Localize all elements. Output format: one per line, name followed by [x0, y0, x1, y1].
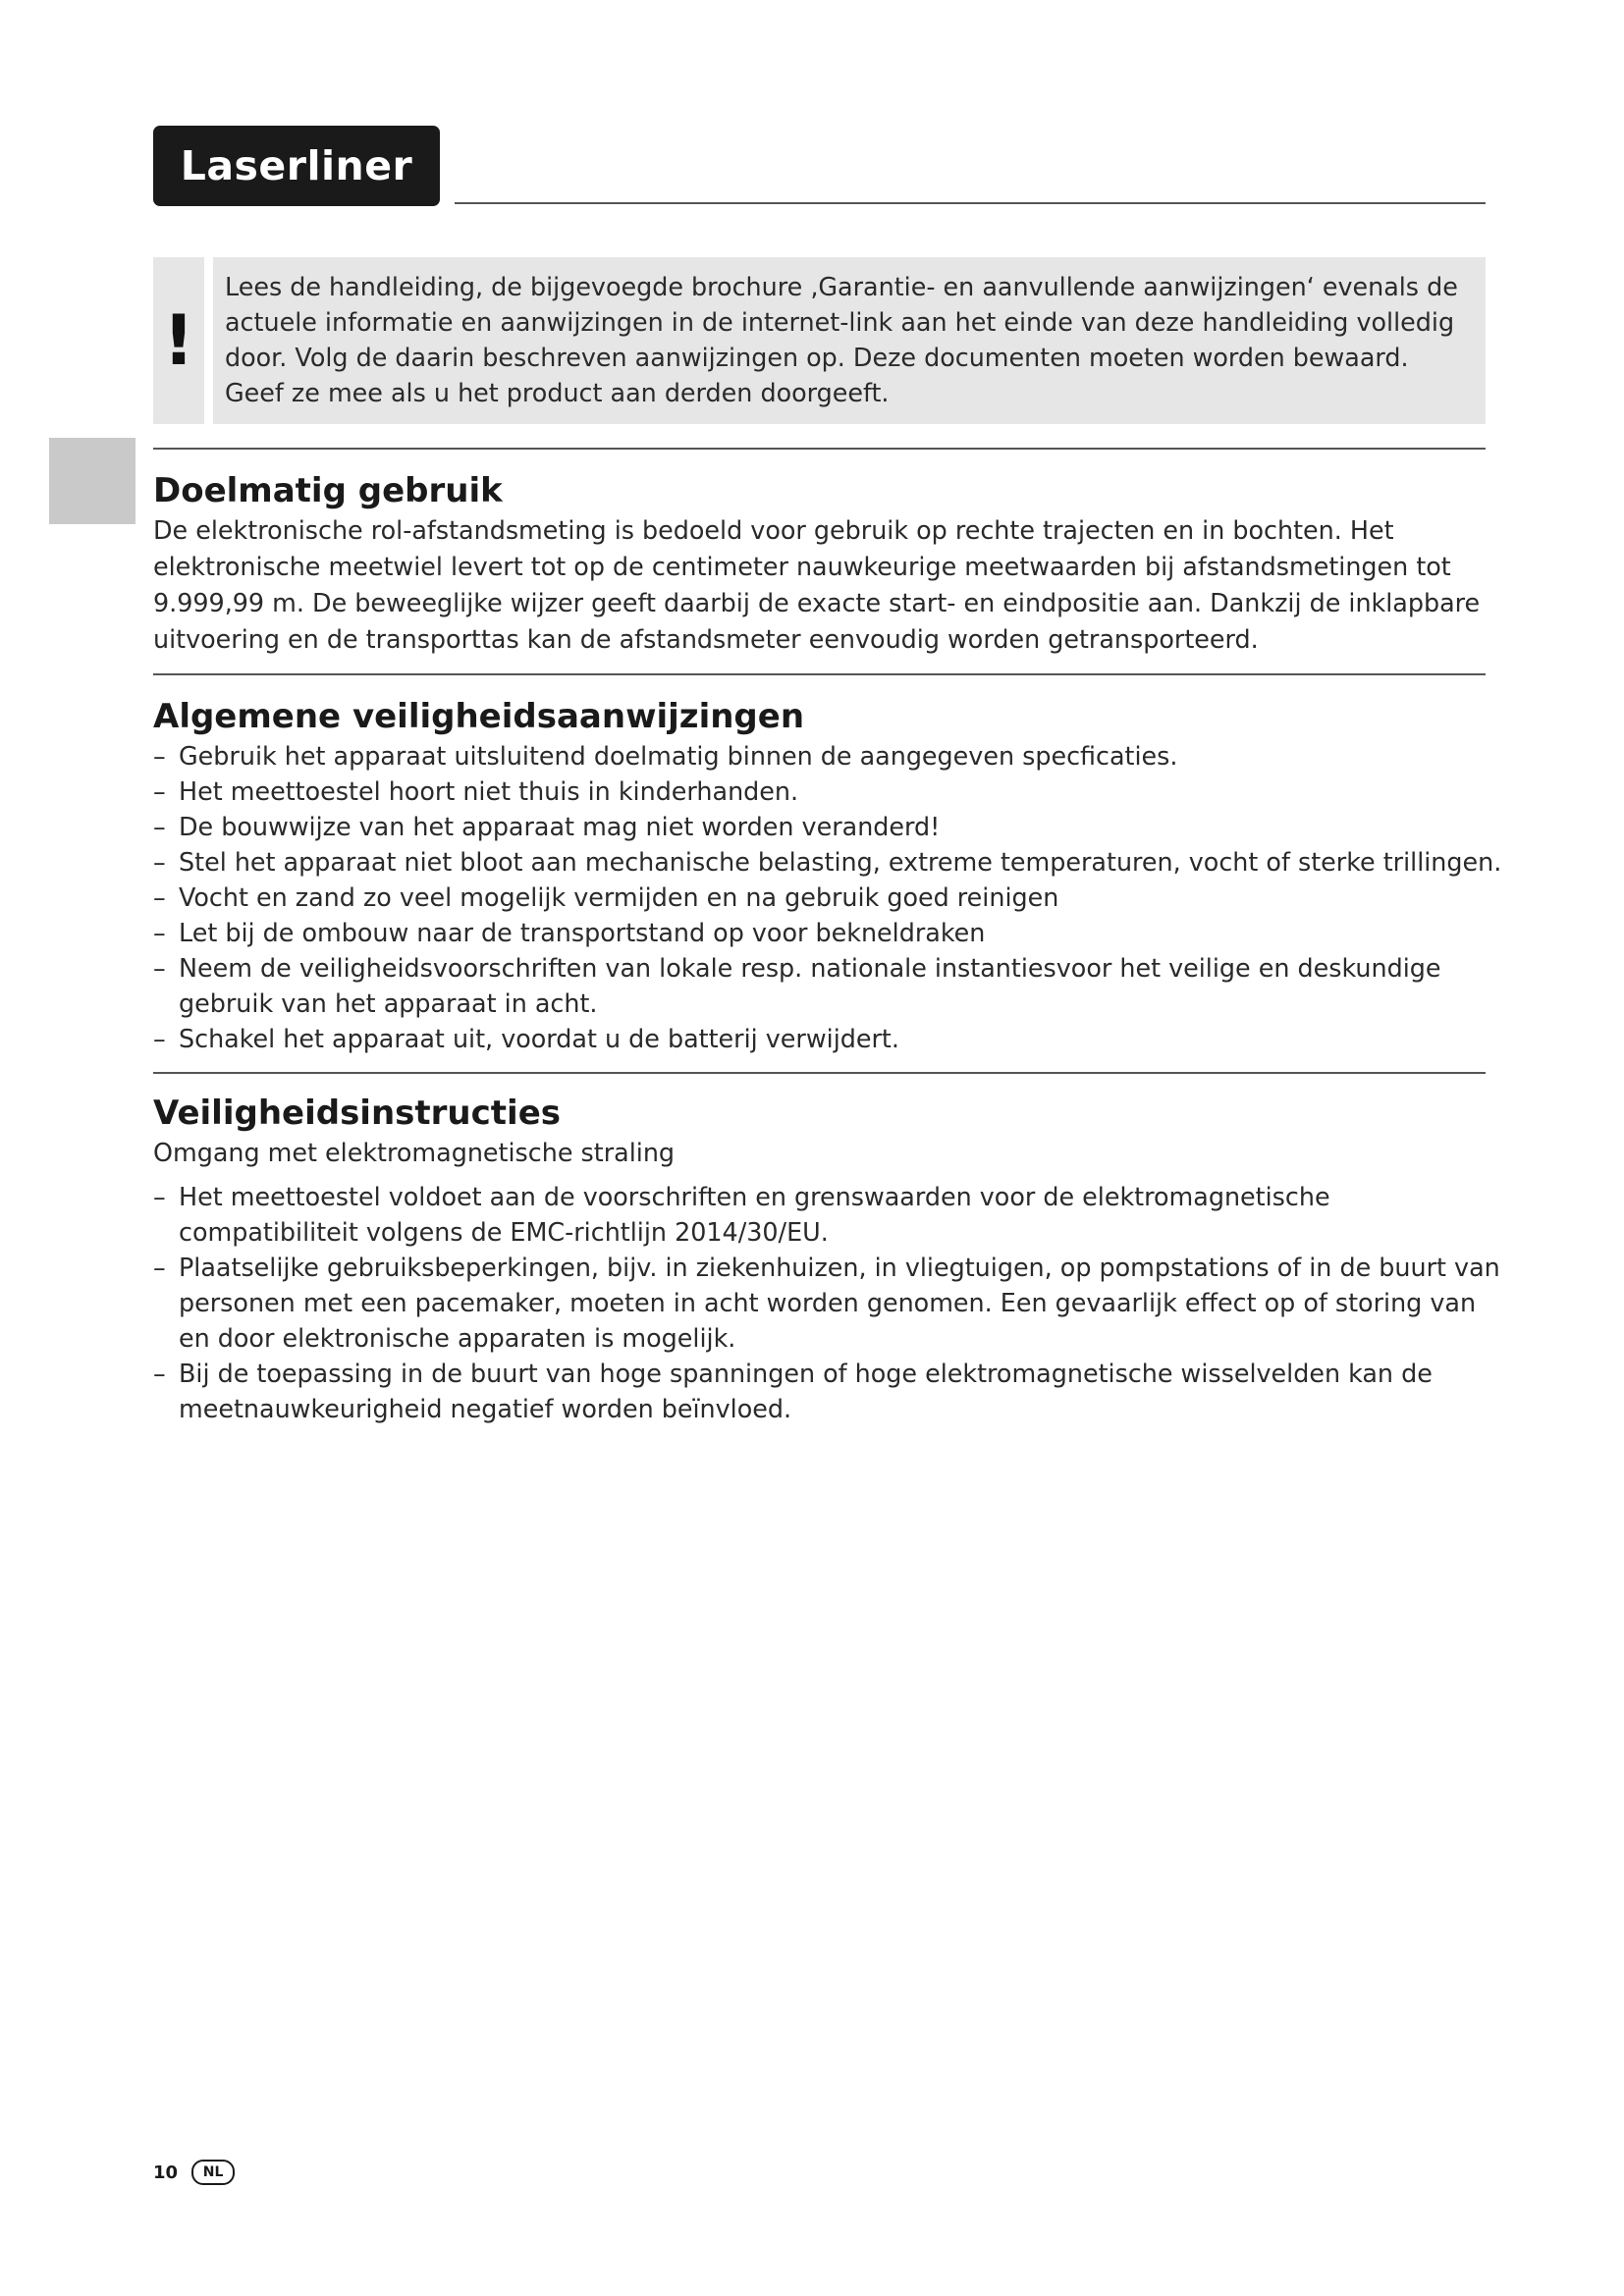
- section-divider: [153, 1072, 1486, 1074]
- header-divider: [455, 202, 1486, 204]
- section-general-safety: [153, 695, 1508, 1056]
- page-number: 10: [153, 2162, 179, 2183]
- list-item: – De bouwwijze van het apparaat mag niet worden veranderd!: [153, 809, 1508, 844]
- exclamation-icon: [153, 257, 204, 424]
- list-item: – Plaatselijke gebruiksbeperkingen, bijv. in ziekenhuizen, in vliegtuigen, op pompstations of in de buurt van personen met een pacemaker, moeten in acht worden genomen. Een gevaarlijk effect op of storing van en door elektronische apparaten is mogelijk.: [153, 1250, 1508, 1356]
- list-item: – Let bij de ombouw naar de transportstand op voor bekneldraken: [153, 915, 1508, 950]
- brand-logo: [153, 126, 440, 206]
- list-item: – Schakel het apparaat uit, voordat u de batterij verwijdert.: [153, 1021, 1508, 1056]
- list-item: – Het meettoestel hoort niet thuis in kinderhanden.: [153, 774, 1508, 809]
- language-side-tab: [49, 438, 135, 524]
- exclamation-symbol: !: [163, 300, 194, 381]
- notice-box: [213, 257, 1486, 424]
- list-item: – Vocht en zand zo veel mogelijk vermijden en na gebruik goed reinigen: [153, 880, 1508, 915]
- section-title: Algemene veiligheidsaanwijzingen: [153, 697, 805, 736]
- page-footer: [153, 2160, 235, 2185]
- section-divider: [153, 448, 1486, 450]
- notice-text: Lees de handleiding, de bijgevoegde brochure ‚Garantie- en aanvullende aanwijzingen‘ evenals de actuele informatie en aanwijzingen in de internet-link aan het einde van deze handleiding volledig door. Volg de daarin beschreven aanwijzingen op. Deze documenten moeten worden bewaard. Geef ze mee als u het product aan derden doorgeeft.: [225, 272, 1458, 407]
- section-title: Veiligheidsinstructies: [153, 1094, 561, 1133]
- list-item: – Gebruik het apparaat uitsluitend doelmatig binnen de aangegeven specficaties.: [153, 738, 1508, 774]
- section-subtitle: Omgang met elektromagnetische straling: [153, 1138, 676, 1167]
- section-divider: [153, 673, 1486, 675]
- section-title: Doelmatig gebruik: [153, 471, 503, 510]
- section-safety-instructions: [153, 1092, 1508, 1426]
- section-body: De elektronische rol-afstandsmeting is bedoeld voor gebruik op rechte trajecten en in bochten. Het elektronische meetwiel levert tot op de centimeter nauwkeurige meetwaarden bij afstandsmetingen tot 9.999,99 m. De beweeglijke wijzer geeft daarbij de exacte start- en eindpositie aan. Dankzij de inklapbare uitvoering en de transporttas kan de afstandsmeter eenvoudig worden getransporteerd.: [153, 515, 1481, 654]
- emc-list: [153, 1179, 1508, 1426]
- list-item: – Het meettoestel voldoet aan de voorschriften en grenswaarden voor de elektromagnetische compatibiliteit volgens de EMC-richtlijn 2014/30/EU.: [153, 1179, 1508, 1250]
- safety-list: [153, 738, 1508, 1056]
- language-badge: NL: [191, 2160, 235, 2185]
- brand-name: Laserliner: [180, 142, 413, 189]
- list-item: – Bij de toepassing in de buurt van hoge spanningen of hoge elektromagnetische wisselvelden kan de meetnauwkeurigheid negatief worden beïnvloed.: [153, 1356, 1508, 1426]
- section-intended-use: [153, 469, 1508, 658]
- list-item: – Stel het apparaat niet bloot aan mechanische belasting, extreme temperaturen, vocht of sterke trillingen.: [153, 844, 1508, 880]
- list-item: – Neem de veiligheidsvoorschriften van lokale resp. nationale instantiesvoor het veilige en deskundige gebruik van het apparaat in acht.: [153, 950, 1508, 1021]
